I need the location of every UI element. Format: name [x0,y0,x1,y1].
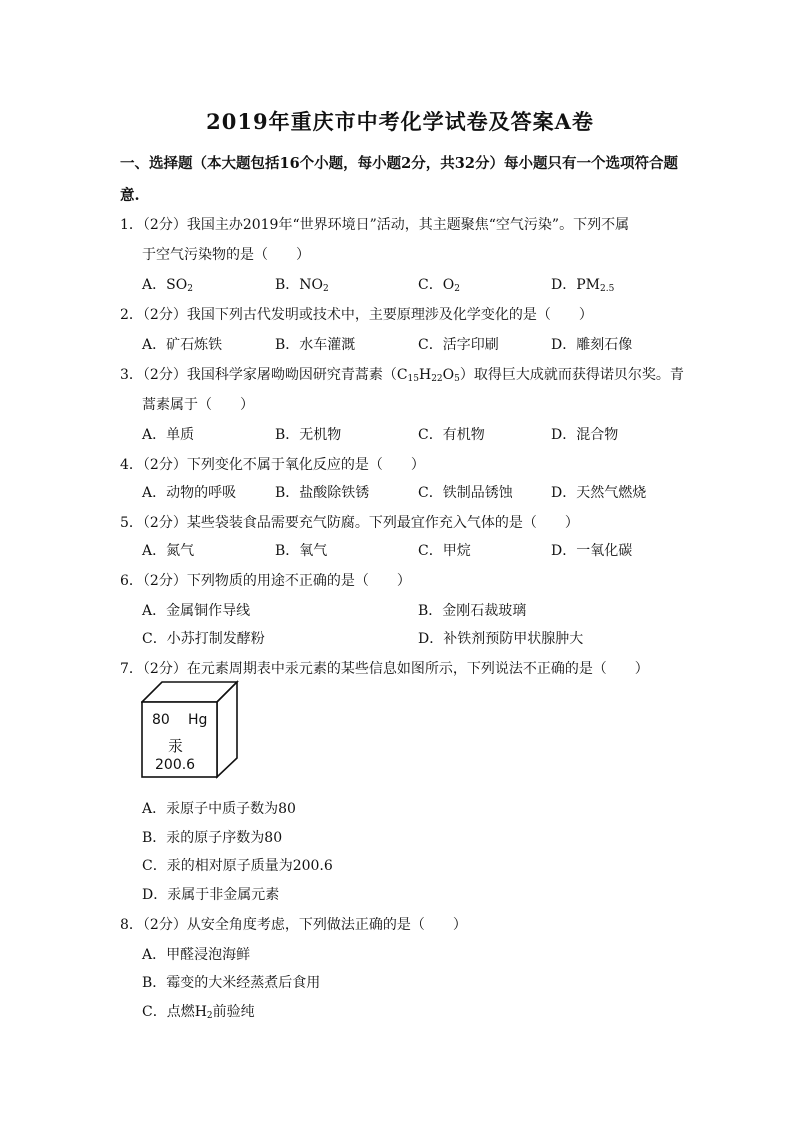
question-2-option-b: B．水车灌溉 [275,337,356,353]
question-6-text: 6．（2分）下列物质的用途不正确的是（ ） [120,573,411,589]
question-1-option-b: B．$NO_2$ [275,277,329,294]
question-2-option-c: C．活字印刷 [418,337,499,353]
question-7-option-c: C．汞的相对原子质量为200.6 [142,858,333,874]
question-3-text: 3．（2分）我国科学家屠呦呦因研究青蒿素$(C_{15}H_{22}O_5)$取得巨大成就而获得诺贝尔奖。青 [120,367,684,384]
question-1-option-a: A．$SO_2$ [142,277,193,294]
question-4-text: 4．（2分）下列变化不属于氧化反应的是（ ） [120,457,425,473]
question-8-text: 8．（2分）从安全角度考虑，下列做法正确的是（ ） [120,917,467,933]
element-atomic-number: 80 [152,712,170,728]
question-5-option-c: C．甲烷 [418,543,471,559]
question-3-text-cont: 蒿素属于（ ） [142,397,254,413]
question-3-option-b: B．无机物 [275,427,342,443]
question-7-option-a: A．汞原子中质子数为80 [142,801,296,817]
question-7-option-d: D．汞属于非金属元素 [142,887,280,903]
question-4-option-a: A．动物的呼吸 [142,485,237,501]
question-5-option-b: B．氧气 [275,543,328,559]
question-6-option-a: A．金属铜作导线 [142,603,251,619]
question-7-text: 7．（2分）在元素周期表中汞元素的某些信息如图所示，下列说法不正确的是（ ） [120,661,649,677]
question-6-option-b: B．金刚石裁玻璃 [418,603,527,619]
question-6-option-c: C．小苏打制发酵粉 [142,631,265,647]
section-heading-line1: 一、选择题（本大题包括16个小题，每小题2分，共32分）每小题只有一个选项符合题 [120,155,678,172]
section-heading-line2: 意. [120,187,140,204]
question-2-option-d: D．雕刻石像 [551,337,633,353]
question-3-option-c: C．有机物 [418,427,485,443]
question-4-option-d: D．天然气燃烧 [551,485,647,501]
question-3-option-a: A．单质 [142,427,195,443]
question-1-text-cont: 于空气污染物的是（ ） [142,247,310,263]
question-1-text: 1．（2分）我国主办2019年“世界环境日”活动，其主题聚焦“空气污染”。下列不属 [120,217,630,233]
element-symbol: Hg [188,712,208,728]
question-4-option-c: C．铁制品锈蚀 [418,485,513,501]
question-5-option-a: A．氮气 [142,543,195,559]
element-atomic-mass: 200.6 [155,757,196,773]
question-8-option-c: C．点燃$H_2$前验纯 [142,1004,255,1021]
element-name: 汞 [168,737,184,755]
question-7-option-b: B．汞的原子序数为80 [142,830,283,846]
question-5-text: 5．（2分）某些袋装食品需要充气防腐。下列最宜作充入气体的是（ ） [120,515,579,531]
page-title: 2019年重庆市中考化学试卷及答案A卷 [206,109,594,134]
question-4-option-b: B．盐酸除铁锈 [275,485,370,501]
question-5-option-d: D．一氧化碳 [551,543,633,559]
question-1-option-c: C．$O_2$ [418,277,460,294]
question-3-option-d: D．混合物 [551,427,619,443]
question-8-option-b: B．霉变的大米经蒸煮后食用 [142,975,321,991]
question-2-text: 2．（2分）我国下列古代发明或技术中，主要原理涉及化学变化的是（ ） [120,307,593,323]
question-1-option-d: D．$PM_{2.5}$ [551,277,615,294]
question-6-option-d: D．补铁剂预防甲状腺肿大 [418,631,584,647]
question-2-option-a: A．矿石炼铁 [142,337,223,353]
question-8-option-a: A．甲醛浸泡海鲜 [142,947,251,963]
